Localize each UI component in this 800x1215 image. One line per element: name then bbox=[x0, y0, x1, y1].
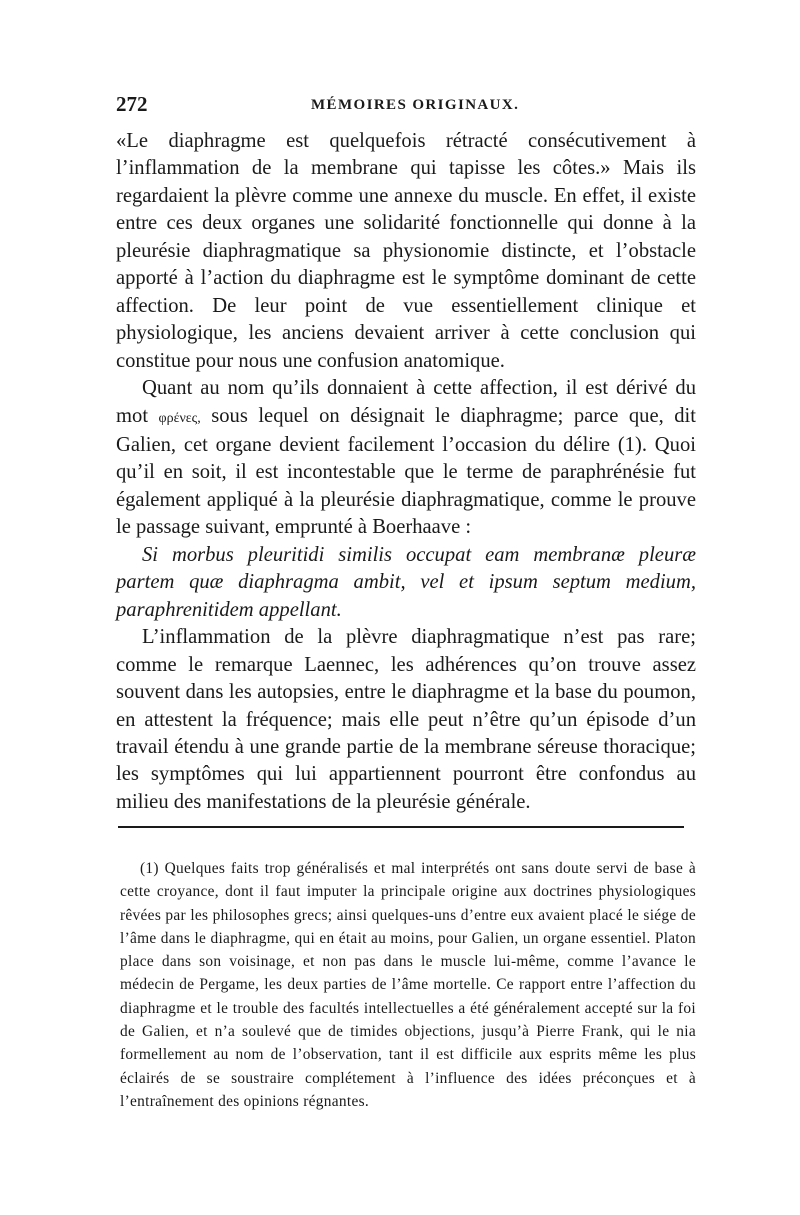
page-number: 272 bbox=[116, 92, 148, 116]
main-text bbox=[116, 128, 696, 816]
paragraph-2-rest: sous lequel on désignait le diaphragme; parce que, dit Galien, cet organe devient facilement l’occasion du délire (1). Quoi qu’il en soit, il est incontestable que le terme de paraphrénésie fut également appliqué à la pleurésie diaphragmatique, comme le prouve le passage suivant, emprunté à Boerhaave : bbox=[116, 404, 696, 539]
running-head bbox=[116, 92, 696, 122]
greek-word: φρένες, bbox=[158, 410, 201, 426]
latin-quote: Si morbus pleuritidi similis occupat eam membranæ pleuræ partem quæ diaphragma ambit, vel et ipsum septum medium, paraphrenitidem appellant. bbox=[116, 543, 696, 621]
running-title: MÉMOIRES ORIGINAUX. bbox=[311, 97, 520, 113]
paragraph-3: L’inflammation de la plèvre diaphragmatique n’est pas rare; comme le remarque Laennec, les adhérences qu’on trouve assez souvent dans les autopsies, entre le diaphragme et la base du poumon, en attestent la fréquence; mais elle peut n’être qu’un épisode d’un travail étendu à une grande partie de la membrane séreuse thoracique; les symptômes qui lui appartiennent pourront être confondus au milieu des manifestations de la pleurésie générale. bbox=[116, 626, 696, 813]
paragraph-1: «Le diaphragme est quelquefois rétracté consécutivement à l’inflammation de la membrane qui tapisse les côtes.» Mais ils regardaient la plèvre comme une annexe du muscle. En effet, il existe entre ces deux organes une solidarité fonctionnelle qui donne à la pleurésie diaphragmatique sa physionomie distincte, et l’obstacle apporté à l’action du diaphragme est le symptôme dominant de cette affection. De leur point de vue essentiellement clinique et physiologique, les anciens devaient arriver à cette conclusion qui constitue pour nous une confusion anatomique. bbox=[116, 130, 696, 372]
footnote-rule bbox=[118, 826, 684, 828]
paragraph-2 bbox=[116, 375, 696, 542]
paragraph-2-start: Quant au nom qu’ils donnaient à cette affection, il est dérivé du mot bbox=[116, 377, 696, 427]
footnote-text: (1) Quelques faits trop généralisés et mal interprétés ont sans doute servi de base à cette croyance, dont il faut imputer la principale origine aux doctrines physiologiques rêvées par les philosophes grecs; ainsi quelques-uns d’entre eux avaient placé le siége de l’âme dans le diaphragme, qui en était au moins, pour Galien, un organe essentiel. Platon place dans son voisinage, et non pas dans le muscle lui-même, comme l’avance le médecin de Pergame, les deux parties de l’âme mortelle. Ce rapport entre l’affection du diaphragme et le trouble des facultés intellectuelles a été généralement accepté sur la foi de Galien, et n’a soulevé que de timides objections, jusqu’à Pierre Frank, qui le nia formellement au nom de l’observation, tant il est difficile aux esprits même les plus éclairés de se soustraire complétement à l’influence des idées préconçues et à l’entraînement des opinions régnantes. bbox=[120, 860, 696, 1110]
footnote bbox=[120, 857, 696, 1113]
